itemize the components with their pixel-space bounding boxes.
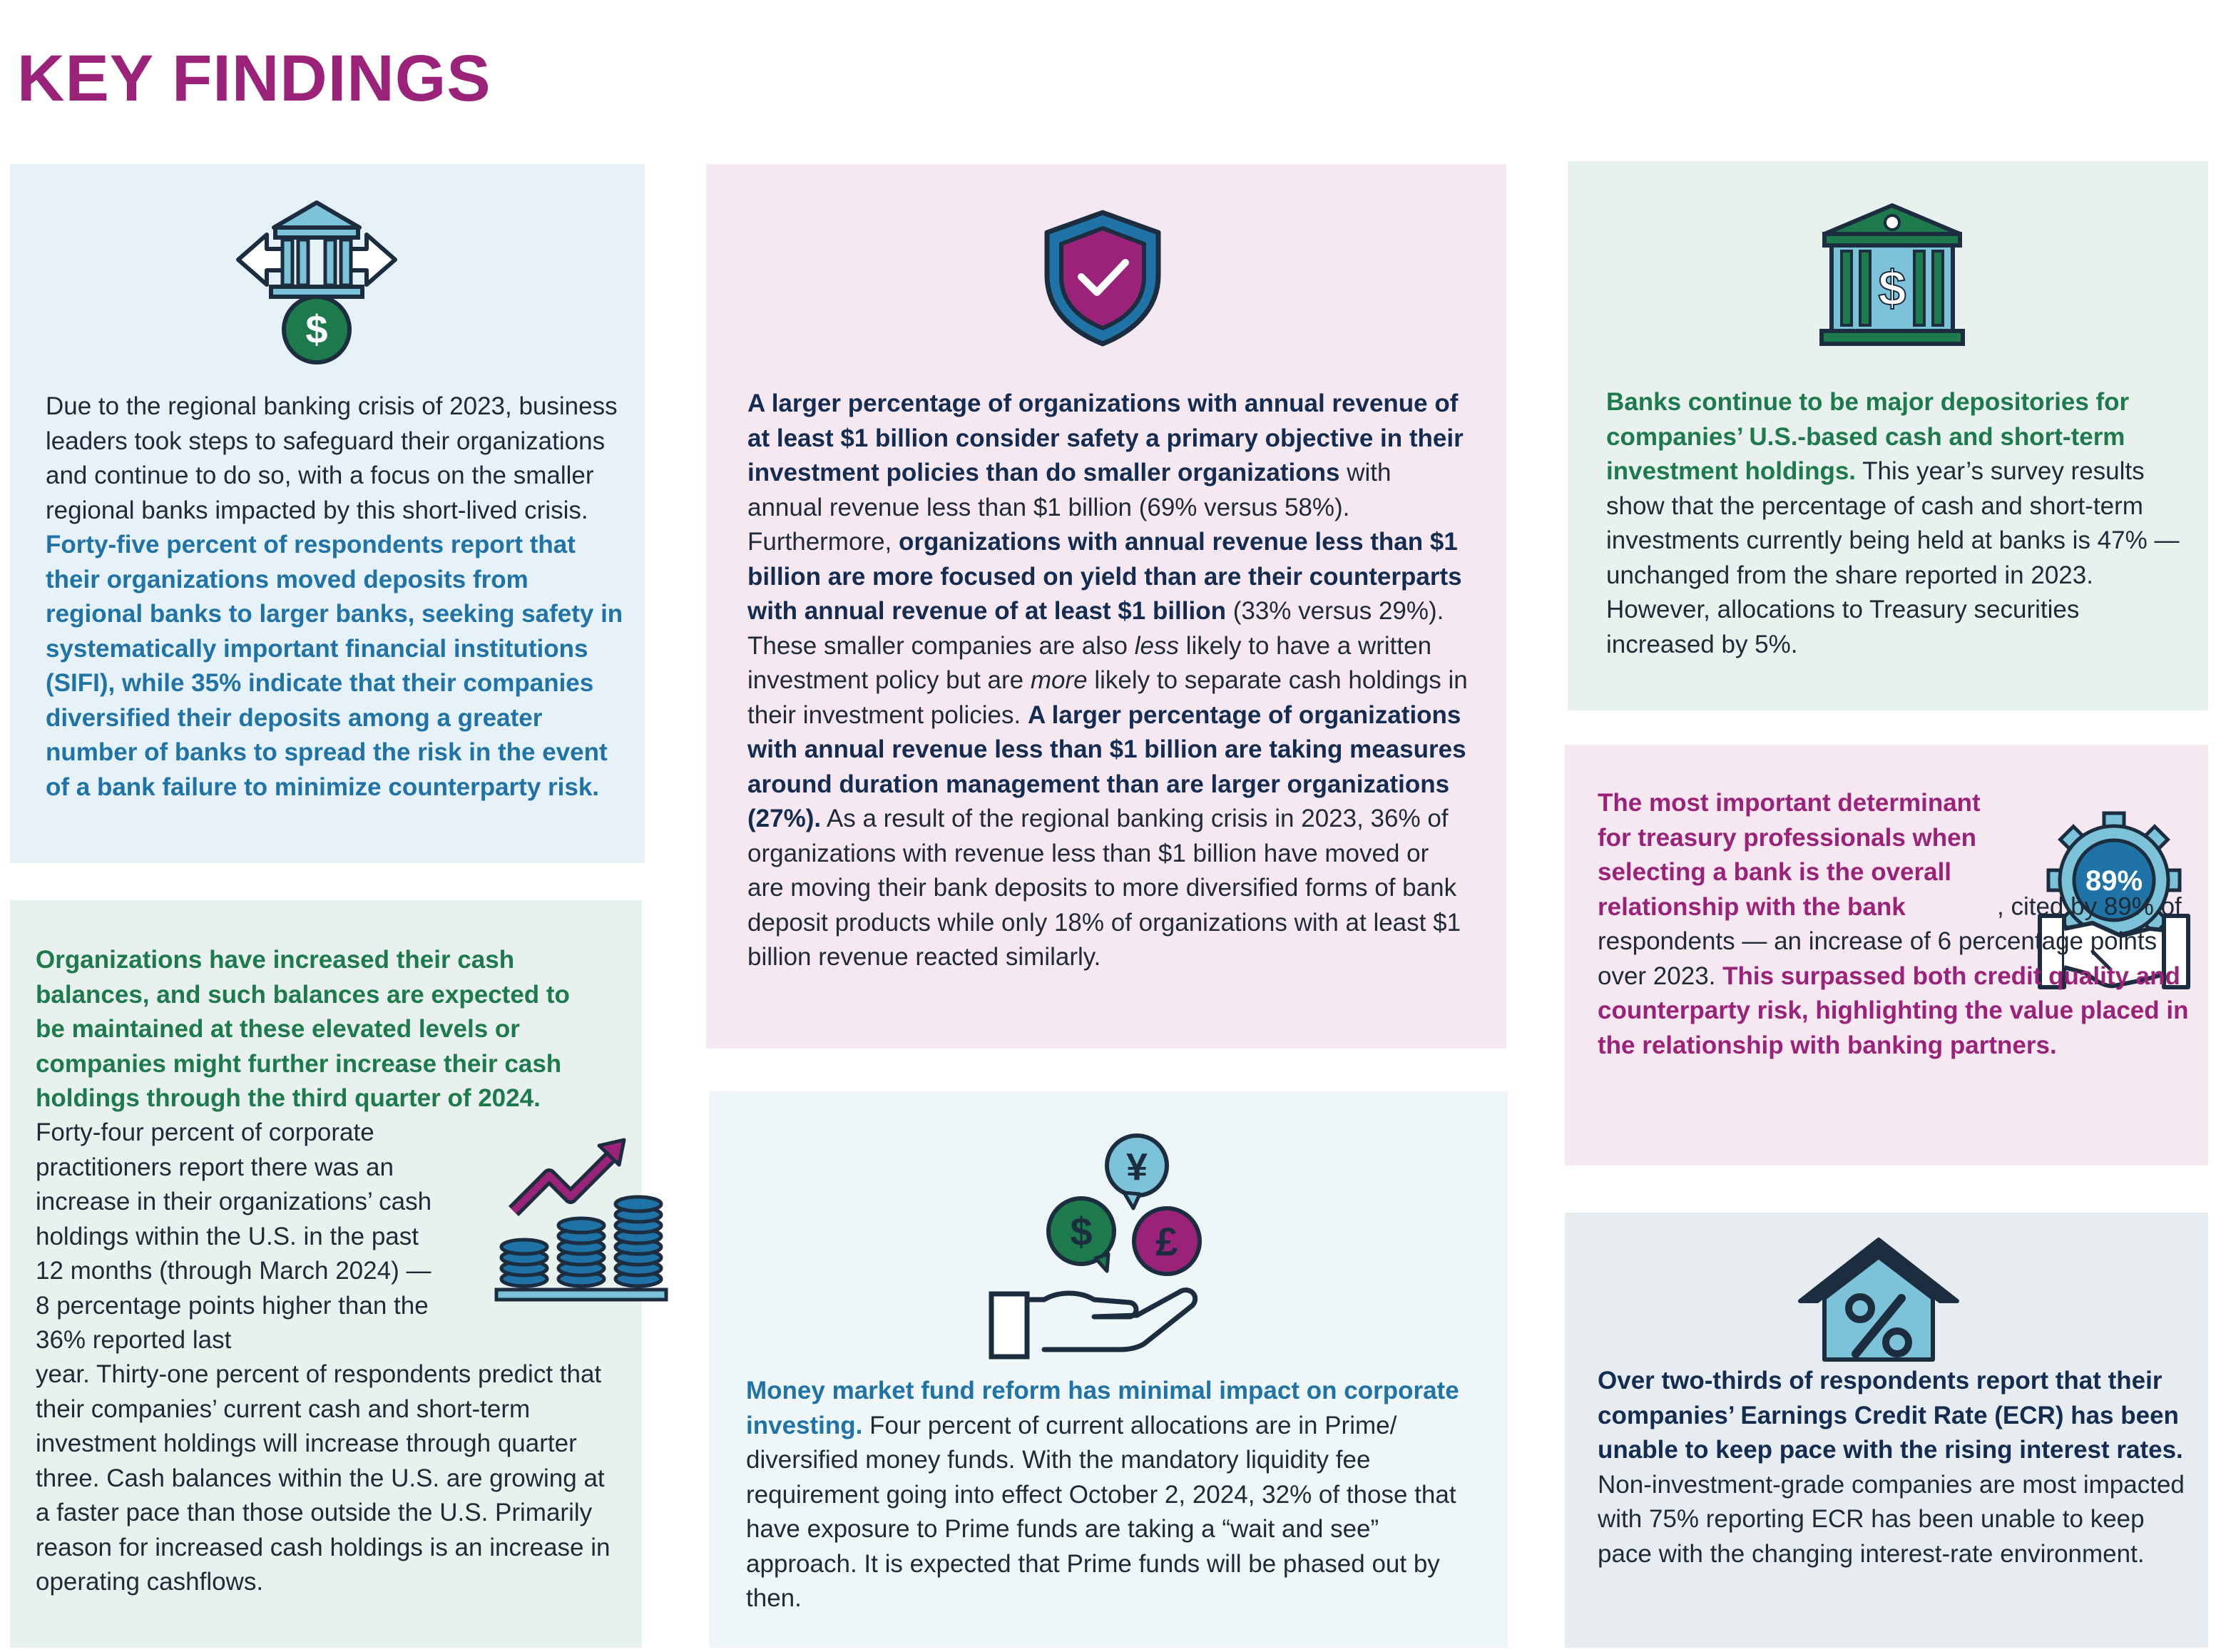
coins-growth-icon	[492, 1126, 670, 1304]
finding-card-ecr	[1565, 1213, 2208, 1648]
finding-text: A larger percentage of organizations with annual revenue of at least $1 billion consider safety a primary objective in their investment policies than do smaller organizations with annual revenue less than $1 billion (69% versus 58%). Furthermore, organizations with annual revenue less than $1 billion are more focused on yield than are their counterparts with annual revenue of at least $1 billion (33% versus 29%). These smaller companies are also less likely to have a written investment policy but are more likely to separate cash holdings in their investment policies. A larger percentage of organizations with annual revenue less than $1 billion are taking measures around duration management than are larger organizations (27%). As a result of the regional banking crisis in 2023, 36% of organizations with revenue less than $1 billion have moved or are moving their bank deposits to more diversified forms of bank deposit products while only 18% of organizations with at least $1 billion revenue reacted similarly.	[747, 389, 1468, 971]
shield-check-icon	[1038, 207, 1167, 350]
svg-text:$: $	[1878, 260, 1906, 316]
finding-card-bank-depositories	[1568, 161, 2208, 710]
bank-transfer-icon	[224, 195, 409, 367]
bank-building-icon	[1817, 201, 1967, 351]
finding-text-lead: Organizations have increased their cash balances, and such balances are expected to be maintained at these elevated levels or companies might further increase their cash holdings through the third quarter of 2024.	[36, 946, 570, 1112]
finding-text: Banks continue to be major depositories for companies’ U.S.-based cash and short-term investment holdings. This year’s survey results show that the percentage of cash and short-term investments currently being held at banks is 47% — unchanged from the share reported in 2023. However, allocations to Treasury securities increased by 5%.	[1606, 388, 2180, 658]
finding-card-regional-banks	[10, 164, 645, 863]
finding-text-narrow: Forty-four percent of corporate practitioners report there was an increase in their organizations’ cash holdings within the U.S. in the past 12 months (through March 2024) — 8 percentage points higher than the 36% reported last	[36, 1118, 432, 1354]
percentage-badge: 89%	[2085, 865, 2143, 897]
finding-text: Money market fund reform has minimal impact on corporate investing. Four percent of current allocations are in Prime/ diversified money funds. With the mandatory liquidity fee requirement going into effect October 2, 2024, 32% of those that have exposure to Prime funds are taking a “wait and see” approach. It is expected that Prime funds will be phased out by then.	[746, 1377, 1459, 1612]
finding-card-money-market	[709, 1091, 1508, 1648]
page-title: KEY FINDINGS	[17, 42, 491, 115]
house-percent-icon	[1793, 1230, 1964, 1365]
pound-glyph: £	[1155, 1219, 1178, 1264]
dollar-glyph: $	[1070, 1209, 1093, 1254]
yen-glyph: ¥	[1125, 1146, 1148, 1188]
finding-text-wide: year. Thirty-one percent of respondents predict that their companies’ current cash and short-term investment holdings will increase through quarter three. Cash balances within the U.S. are growing at a faster pace than those outside the U.S. Primarily reason for increased cash holdings is an increase in operating cashflows.	[36, 1360, 611, 1596]
money-hand-icon	[987, 1128, 1208, 1364]
finding-card-cash-balances	[10, 900, 642, 1648]
finding-card-bank-relationship	[1565, 745, 2208, 1166]
finding-card-investment-policy	[706, 164, 1506, 1049]
finding-text: Over two-thirds of respondents report that their companies’ Earnings Credit Rate (ECR) has been unable to keep pace with the rising interest rates. Non-investment-grade companies are most impacted with 75% reporting ECR has been unable to keep pace with the changing interest-rate environment.	[1598, 1367, 2185, 1568]
finding-text: Due to the regional banking crisis of 2023, business leaders took steps to safeguard their organizations and continue to do so, with a focus on the smaller regional banks impacted by this short-lived crisis. Forty-five percent of respondents report that their organizations moved deposits from regional banks to larger banks, seeking safety in systematically important financial institutions (SIFI), while 35% indicate that their companies diversified their deposits among a greater number of banks to spread the risk in the event of a bank failure to minimize counterparty risk.	[46, 392, 623, 801]
finding-text: The most important determinant for treasury professionals when selecting a bank is the overall relationship with the bank , cited by 89% of respondents — an increase of 6 percentage points over 2023. This surpassed both credit quality and counterparty risk, highlighting the value placed in the relationship with banking partners.	[1598, 789, 2189, 1059]
svg-text:$: $	[305, 307, 328, 352]
